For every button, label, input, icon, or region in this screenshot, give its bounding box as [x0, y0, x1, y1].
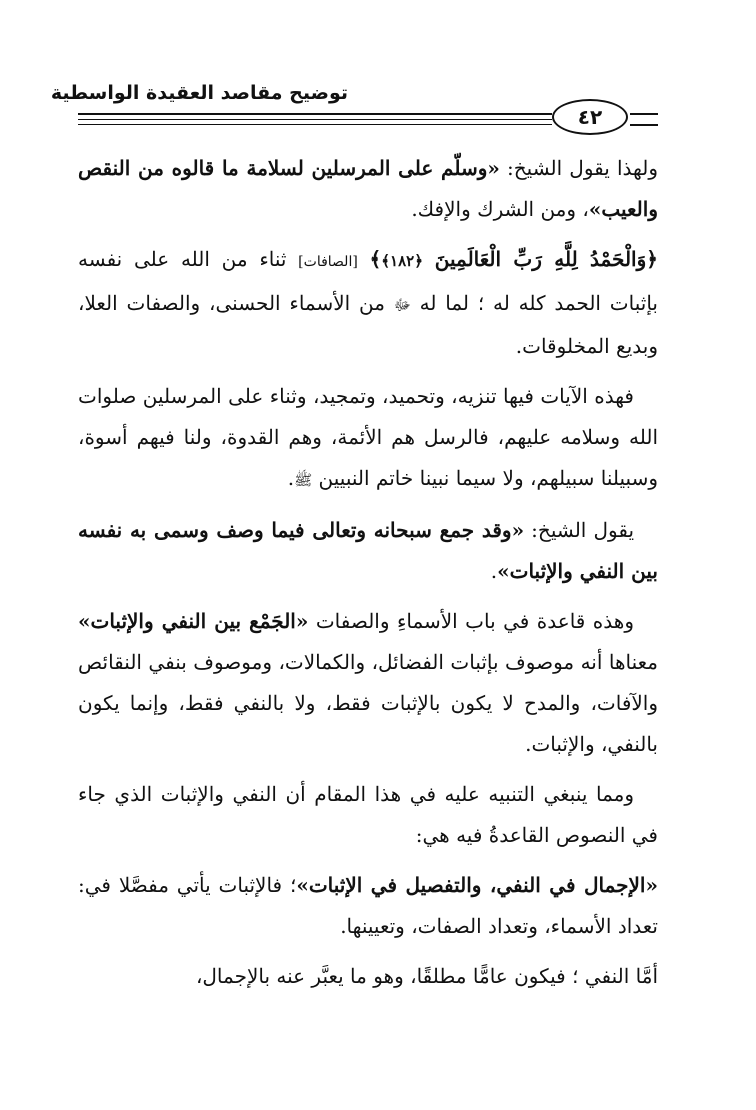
quoted-text: «وقد جمع سبحانه وتعالى فيما وصف وسمى به نفسه بين النفي والإثبات»: [78, 518, 658, 583]
text-run: .: [490, 559, 498, 583]
header-rule: [630, 113, 658, 115]
text-run: أمَّا النفي ؛ فيكون عامًّا مطلقًا، وهو ما يعبَّر عنه بالإجمال،: [195, 964, 658, 988]
text-run: ولهذا يقول الشيخ:: [499, 156, 658, 180]
paragraph-8: [78, 956, 658, 997]
paragraph-5: [78, 601, 658, 765]
text-run: فهذه الآيات فيها تنزيه، وتحميد، وتمجيد، وثناء على المرسلين صلوات الله وسلامه عليهم، فالرسل هم الأئمة، وهم القدوة، ولنا فيهم أسوة، وسبيلنا سبيلهم، ولا سيما نبينا خاتم النبيين: [78, 384, 658, 490]
text-run: يقول الشيخ:: [524, 518, 635, 542]
page-number-text: ٤٢: [577, 105, 603, 129]
text-run: ثناء من الله على نفسه بإثبات الحمد كله له ؛ لما له: [78, 247, 658, 315]
paragraph-7: [78, 865, 658, 947]
text-run: ، ومن الشرك والإفك.: [411, 197, 589, 221]
paragraph-2: [78, 239, 658, 367]
quran-close-bracket: ﴾: [369, 247, 382, 271]
paragraph-1: [78, 148, 658, 230]
header-rule: [630, 124, 658, 126]
quoted-text: «وسلّم على المرسلين لسلامة ما قالوه من النقص والعيب»: [78, 156, 658, 221]
header-rule: [78, 124, 552, 125]
quoted-text: «الجَمْع بين النفي والإثبات»: [78, 609, 309, 633]
honorific-symbol: ﷺ: [294, 471, 313, 489]
text-run: وهذه قاعدة في باب الأسماءِ والصفات: [308, 609, 634, 633]
paragraph-4: [78, 510, 658, 592]
text-run: .: [287, 466, 295, 490]
text-run: معناها أنه موصوف بإثبات الفضائل، والكمالات، وموصوف بنفي النقائص والآفات، والمدح لا يكون بالإثبات فقط، ولا بالنفي فقط، وإنما يكون بالنفي، والإثبات.: [78, 650, 658, 756]
surah-reference: [الصافات]: [298, 254, 358, 270]
header-rule: [78, 113, 552, 115]
running-title: توضيح مقاصد العقيدة الواسطية: [50, 82, 348, 104]
verse-number: ﴿١٨٢﴾: [381, 252, 424, 270]
page-body: [78, 148, 658, 997]
quoted-text: «الإجمال في النفي، والتفصيل في الإثبات»: [296, 873, 658, 897]
text-run: ؛ فالإثبات يأتي مفصَّلا في: تعداد الأسماء، وتعداد الصفات، وتعيينها.: [78, 873, 658, 938]
honorific-symbol: ﷻ: [393, 296, 411, 314]
page-number: [552, 99, 628, 135]
paragraph-3: [78, 376, 658, 501]
text-run: ومما ينبغي التنبيه عليه في هذا المقام أن النفي والإثبات الذي جاء في النصوص القاعدةُ فيه هي:: [78, 782, 658, 847]
quran-verse: ﴿وَالْحَمْدُ لِلَّهِ رَبِّ الْعَالَمِينَ: [434, 247, 658, 271]
text-run: من الأسماء الحسنى، والصفات العلا، وبديع المخلوقات.: [78, 291, 658, 358]
paragraph-6: [78, 774, 658, 856]
header-rule: [78, 119, 552, 120]
